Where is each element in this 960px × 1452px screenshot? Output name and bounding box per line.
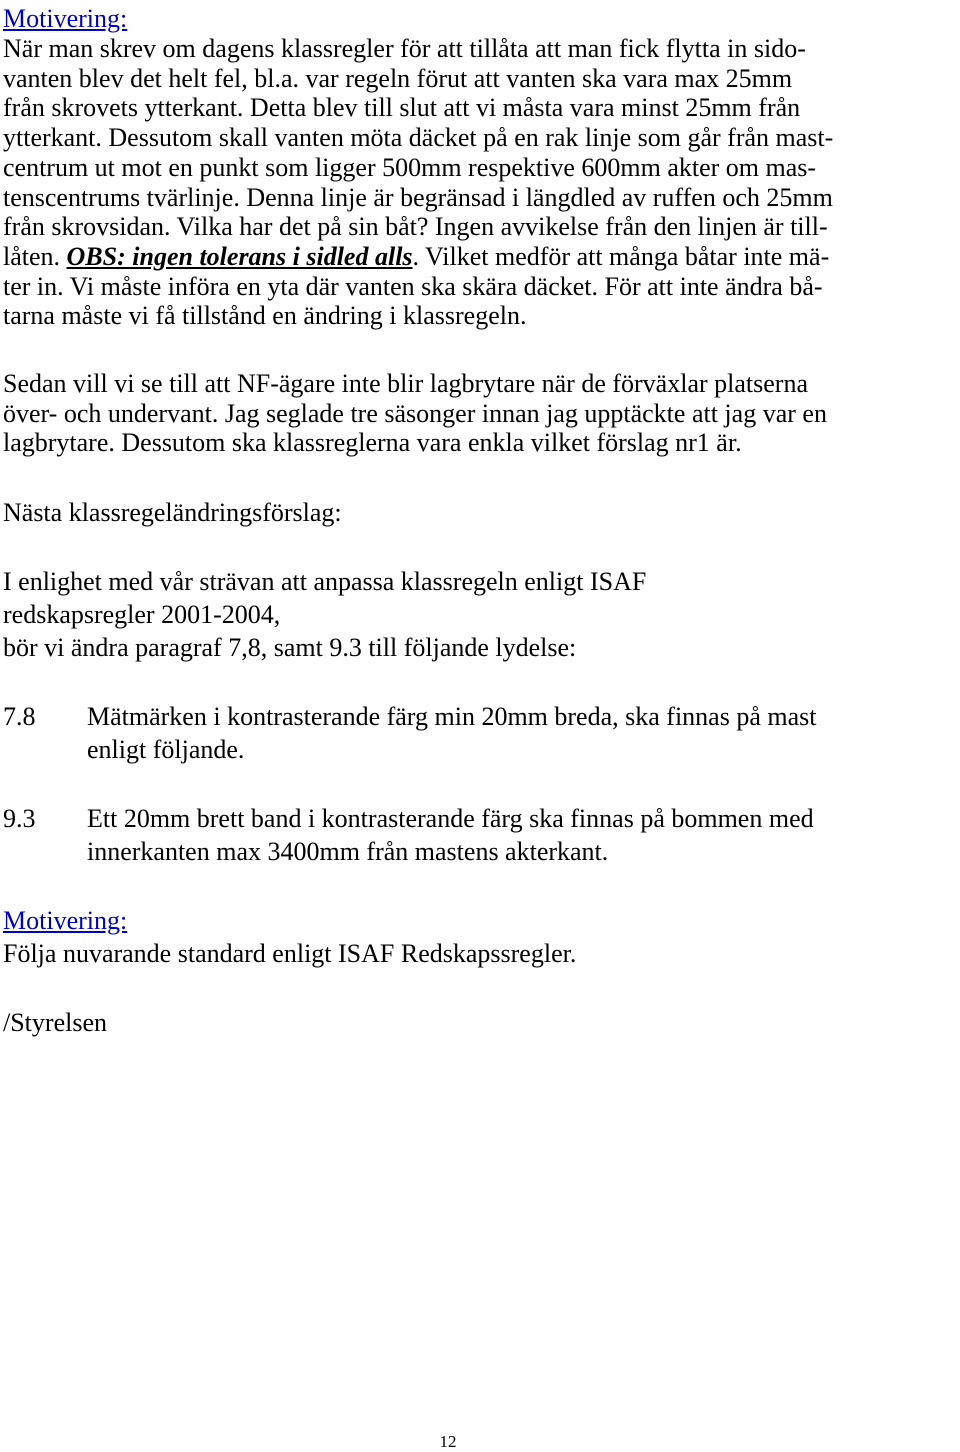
text-line: innerkanten max 3400mm från mastens akterkant.: [87, 837, 609, 867]
text-line: tenscentrums tvärlinje. Denna linje är begränsad i längdled av ruffen och 25mm: [3, 182, 833, 212]
signature: /Styrelsen: [3, 1008, 107, 1038]
text-line: redskapsregler 2001-2004,: [3, 600, 281, 630]
spacer: [3, 766, 955, 802]
spacer: [3, 458, 955, 496]
motivering-paragraph: [3, 34, 955, 331]
text-line: från skrovets ytterkant. Detta blev till slut att vi måsta vara minst 25mm från: [3, 93, 801, 123]
text-line: ter in. Vi måste införa en yta där vanten ska skära däcket. För att inte ändra bå-: [3, 271, 823, 301]
text-line: lagbrytare. Dessutom ska klassreglerna vara enkla vilket förslag nr1 är.: [3, 428, 742, 458]
ownership-paragraph: [3, 369, 955, 458]
spacer: [3, 664, 955, 700]
text-line: från skrovsidan. Vilka har det på sin båt? Ingen avvikelse från den linjen är till-: [3, 212, 828, 242]
text-line-start: låten.: [3, 241, 67, 271]
text-line: centrum ut mot en punkt som ligger 500mm respektive 600mm akter om mas-: [3, 152, 817, 182]
rule-text: [87, 802, 955, 868]
spacer: [3, 331, 955, 369]
motivering-heading: Motivering:: [3, 4, 128, 33]
text-line: Ett 20mm brett band i kontrasterande färg ska finnas på bommen med: [87, 804, 814, 834]
spacer: [3, 868, 955, 904]
obs-note: OBS: ingen tolerans i sidled alls: [66, 241, 413, 271]
motivering-2-text: Följa nuvarande standard enligt ISAF Redskapssregler.: [3, 939, 577, 969]
text-line: vanten blev det helt fel, bl.a. var regeln förut att vanten ska vara max 25mm: [3, 63, 793, 93]
rule-number: 9.3: [3, 804, 36, 834]
rule-text: [87, 700, 955, 766]
rule-7-8: [3, 700, 955, 766]
rule-number: 7.8: [3, 702, 36, 732]
intro-paragraph: [3, 565, 955, 664]
text-line: Sedan vill vi se till att NF-ägare inte blir lagbrytare när de förväxlar platserna: [3, 369, 808, 399]
motivering-heading-2: Motivering:: [3, 906, 128, 936]
spacer: [3, 970, 955, 1006]
text-line: När man skrev om dagens klassregler för att tillåta att man fick flytta in sido-: [3, 34, 806, 63]
next-proposal-title: Nästa klassregeländringsförslag:: [3, 498, 342, 528]
page-number: 12: [439, 1432, 457, 1451]
text-line-end: . Vilket medför att många båtar inte mä-: [412, 241, 830, 271]
rule-9-3: [3, 802, 955, 868]
text-line: över- och undervant. Jag seglade tre säsonger innan jag upptäckte att jag var en: [3, 398, 827, 428]
text-line: Mätmärken i kontrasterande färg min 20mm breda, ska finnas på mast: [87, 702, 817, 732]
spacer: [3, 529, 955, 565]
text-line: ytterkant. Dessutom skall vanten möta däcket på en rak linje som går från mast-: [3, 123, 834, 153]
text-line: enligt följande.: [87, 735, 245, 765]
document-page: [3, 4, 955, 1039]
text-line: I enlighet med vår strävan att anpassa klassregeln enligt ISAF: [3, 567, 647, 597]
text-line: tarna måste vi få tillstånd en ändring i klassregeln.: [3, 301, 527, 331]
text-line: bör vi ändra paragraf 7,8, samt 9.3 till följande lydelse:: [3, 633, 577, 663]
